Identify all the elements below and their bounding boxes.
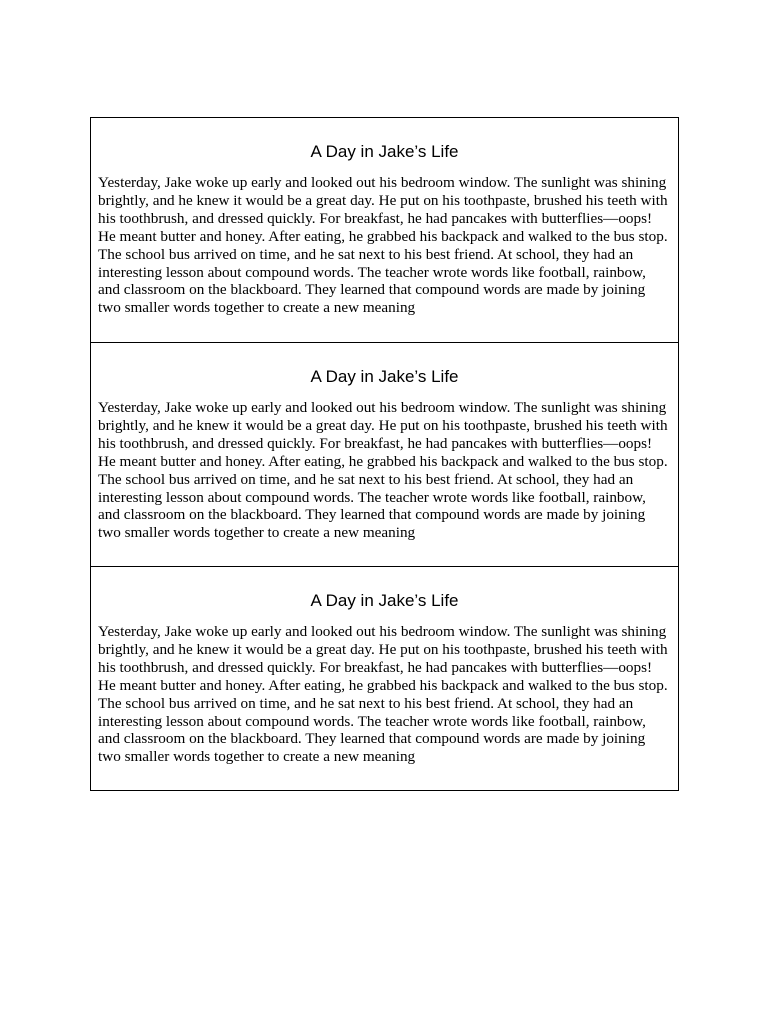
story-body: Yesterday, Jake woke up early and looked out his bedroom window. The sunlight was shining brightly, and he knew it would be a great day. He put on his toothpaste, brushed his teeth with his toothbrush, and dressed quickly. For breakfast, he had pancakes with butterflies—oops! He meant butter and honey. After eating, he grabbed his backpack and walked to the bus stop. The school bus arrived on time, and he sat next to his best friend. At school, they had an interesting lesson about compound words. The teacher wrote words like football, rainbow, and classroom on the blackboard. They learned that compound words are made by joining two smaller words together to create a new meaning xyxy=(98,399,668,542)
story-title: A Day in Jake’s Life xyxy=(310,591,459,610)
story-section xyxy=(91,342,678,566)
story-section xyxy=(91,566,678,790)
story-section xyxy=(91,118,678,342)
story-title: A Day in Jake’s Life xyxy=(310,142,459,161)
story-title: A Day in Jake’s Life xyxy=(310,367,459,386)
story-body: Yesterday, Jake woke up early and looked out his bedroom window. The sunlight was shining brightly, and he knew it would be a great day. He put on his toothpaste, brushed his teeth with his toothbrush, and dressed quickly. For breakfast, he had pancakes with butterflies—oops! He meant butter and honey. After eating, he grabbed his backpack and walked to the bus stop. The school bus arrived on time, and he sat next to his best friend. At school, they had an interesting lesson about compound words. The teacher wrote words like football, rainbow, and classroom on the blackboard. They learned that compound words are made by joining two smaller words together to create a new meaning xyxy=(98,623,668,766)
story-body: Yesterday, Jake woke up early and looked out his bedroom window. The sunlight was shining brightly, and he knew it would be a great day. He put on his toothpaste, brushed his teeth with his toothbrush, and dressed quickly. For breakfast, he had pancakes with butterflies—oops! He meant butter and honey. After eating, he grabbed his backpack and walked to the bus stop. The school bus arrived on time, and he sat next to his best friend. At school, they had an interesting lesson about compound words. The teacher wrote words like football, rainbow, and classroom on the blackboard. They learned that compound words are made by joining two smaller words together to create a new meaning xyxy=(98,174,668,317)
story-table xyxy=(90,117,679,791)
